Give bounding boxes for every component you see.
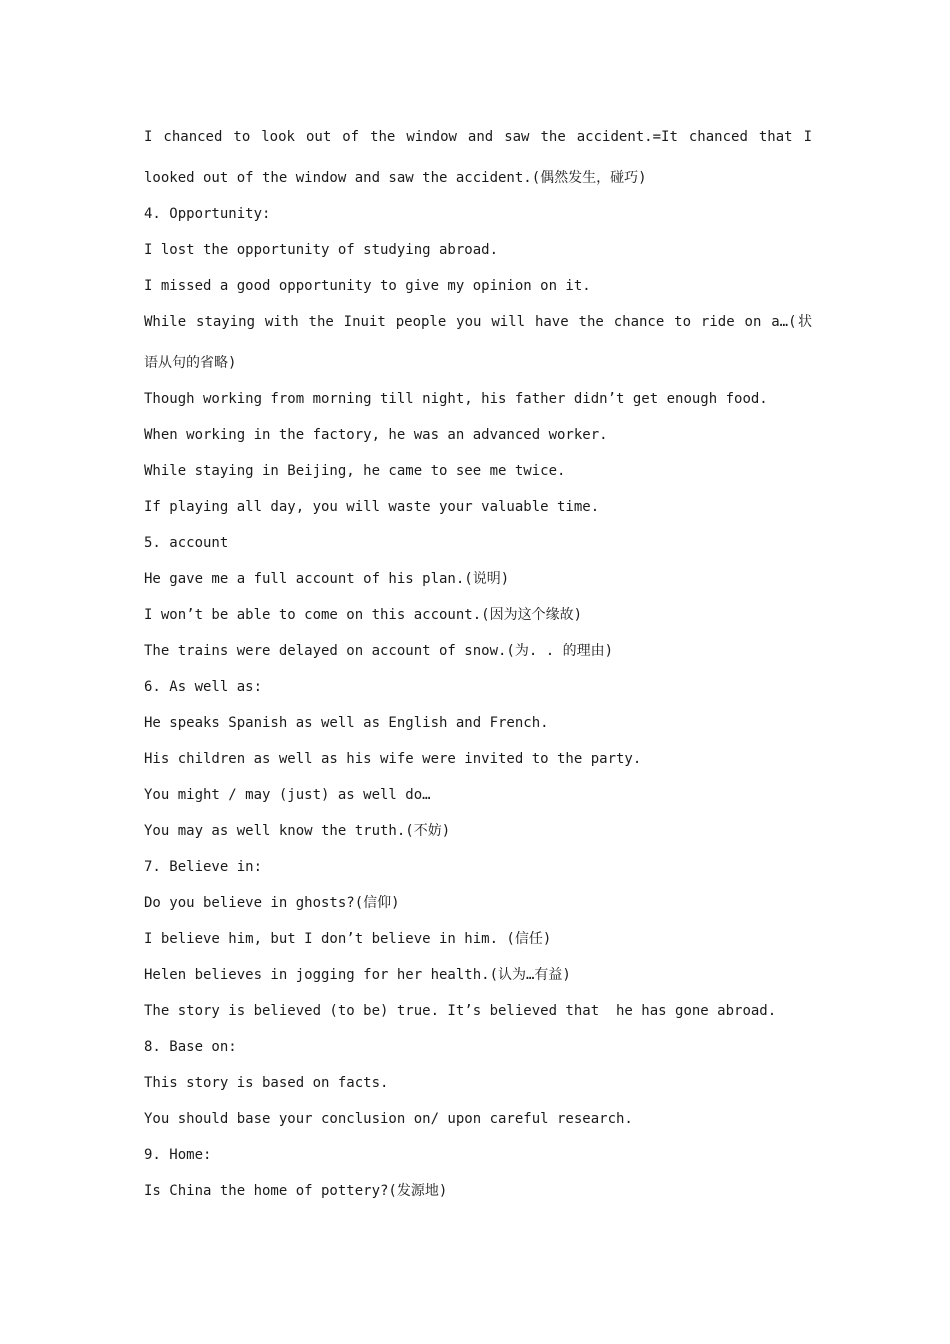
section-heading: 9. Home: <box>144 1147 212 1163</box>
text-line: The trains were delayed on account of snow.(为. . 的理由) <box>144 643 614 659</box>
text-line: 语从句的省略) <box>144 355 237 371</box>
text-line: You may as well know the truth.(不妨) <box>144 823 451 839</box>
text-line: I chanced to look out of the window and saw the accident.=It chanced that I <box>144 129 812 145</box>
text-line: The story is believed (to be) true. It’s believed that he has gone abroad. <box>144 1003 777 1019</box>
text-line: While staying with the Inuit people you will have the chance to ride on a…(状 <box>144 314 812 330</box>
document-body <box>144 126 812 1216</box>
text-line: Though working from morning till night, his father didn’t get enough food. <box>144 391 768 407</box>
text-line: I missed a good opportunity to give my opinion on it. <box>144 278 591 294</box>
text-line: You might / may (just) as well do… <box>144 787 431 803</box>
text-line: looked out of the window and saw the accident.(偶然发生，碰巧) <box>144 170 647 186</box>
text-line: Is China the home of pottery?(发源地) <box>144 1183 448 1199</box>
text-line: I won’t be able to come on this account.(因为这个缘故) <box>144 607 583 623</box>
text-line: I lost the opportunity of studying abroad. <box>144 242 499 258</box>
section-heading: 6. As well as: <box>144 679 263 695</box>
section-heading: 5. account <box>144 535 229 551</box>
text-line: He speaks Spanish as well as English and French. <box>144 715 549 731</box>
text-line: While staying in Beijing, he came to see me twice. <box>144 463 566 479</box>
text-line: He gave me a full account of his plan.(说明) <box>144 571 510 587</box>
text-line: You should base your conclusion on/ upon careful research. <box>144 1111 633 1127</box>
text-line: I believe him, but I don’t believe in him. (信任) <box>144 931 552 947</box>
section-heading: 8. Base on: <box>144 1039 237 1055</box>
section-heading: 4. Opportunity: <box>144 206 271 222</box>
text-line: This story is based on facts. <box>144 1075 389 1091</box>
section-heading: 7. Believe in: <box>144 859 263 875</box>
text-line: When working in the factory, he was an advanced worker. <box>144 427 608 443</box>
text-line: If playing all day, you will waste your valuable time. <box>144 499 600 515</box>
text-line: Do you believe in ghosts?(信仰) <box>144 895 400 911</box>
text-line: His children as well as his wife were invited to the party. <box>144 751 642 767</box>
text-line: Helen believes in jogging for her health.(认为…有益) <box>144 967 571 983</box>
